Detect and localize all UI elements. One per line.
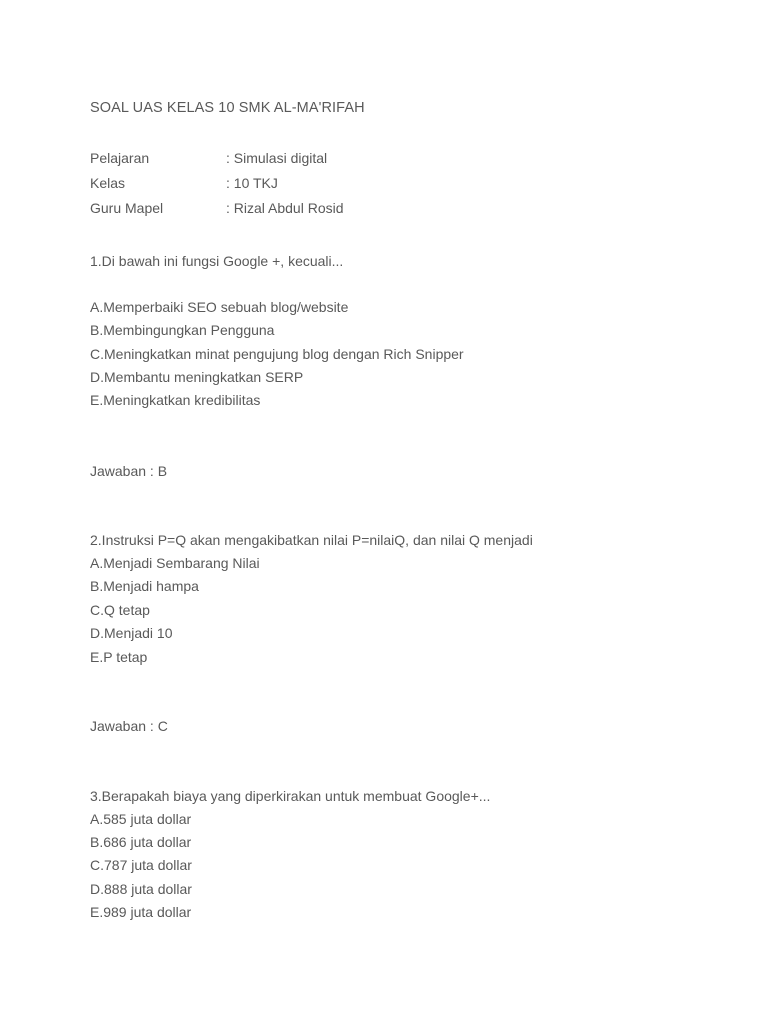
question-1-text: 1.Di bawah ini fungsi Google +, kecuali... xyxy=(90,253,344,269)
meta-value: : Simulasi digital xyxy=(226,150,328,166)
question-2-text: 2.Instruksi P=Q akan mengakibatkan nilai P=nilaiQ, dan nilai Q menjadi xyxy=(90,532,533,548)
question-1-option-e: E.Meningkatkan kredibilitas xyxy=(90,392,261,408)
question-1-option-b: B.Membingungkan Pengguna xyxy=(90,322,275,338)
question-1-option-c: C.Meningkatkan minat pengujung blog dengan Rich Snipper xyxy=(90,346,464,362)
question-3-text: 3.Berapakah biaya yang diperkirakan untuk membuat Google+... xyxy=(90,788,491,804)
question-3-option-b: B.686 juta dollar xyxy=(90,834,192,850)
meta-label: Kelas xyxy=(90,175,126,191)
meta-label: Guru Mapel xyxy=(90,200,164,216)
question-3-option-a: A.585 juta dollar xyxy=(90,811,192,827)
question-2-option-e: E.P tetap xyxy=(90,649,148,665)
question-2-answer: Jawaban : C xyxy=(90,718,168,734)
meta-value: : Rizal Abdul Rosid xyxy=(226,200,344,216)
question-2-option-b: B.Menjadi hampa xyxy=(90,578,199,594)
question-2-option-c: C.Q tetap xyxy=(90,602,150,618)
question-1-option-a: A.Memperbaiki SEO sebuah blog/website xyxy=(90,299,349,315)
question-3-option-e: E.989 juta dollar xyxy=(90,904,192,920)
meta-value: : 10 TKJ xyxy=(226,175,278,191)
document-title: SOAL UAS KELAS 10 SMK AL-MA'RIFAH xyxy=(90,100,365,116)
question-3-option-c: C.787 juta dollar xyxy=(90,857,192,873)
question-1-answer: Jawaban : B xyxy=(90,463,168,479)
question-2-option-a: A.Menjadi Sembarang Nilai xyxy=(90,555,260,571)
meta-label: Pelajaran xyxy=(90,150,150,166)
question-1-option-d: D.Membantu meningkatkan SERP xyxy=(90,369,304,385)
question-3-option-d: D.888 juta dollar xyxy=(90,881,192,897)
question-2-option-d: D.Menjadi 10 xyxy=(90,625,173,641)
